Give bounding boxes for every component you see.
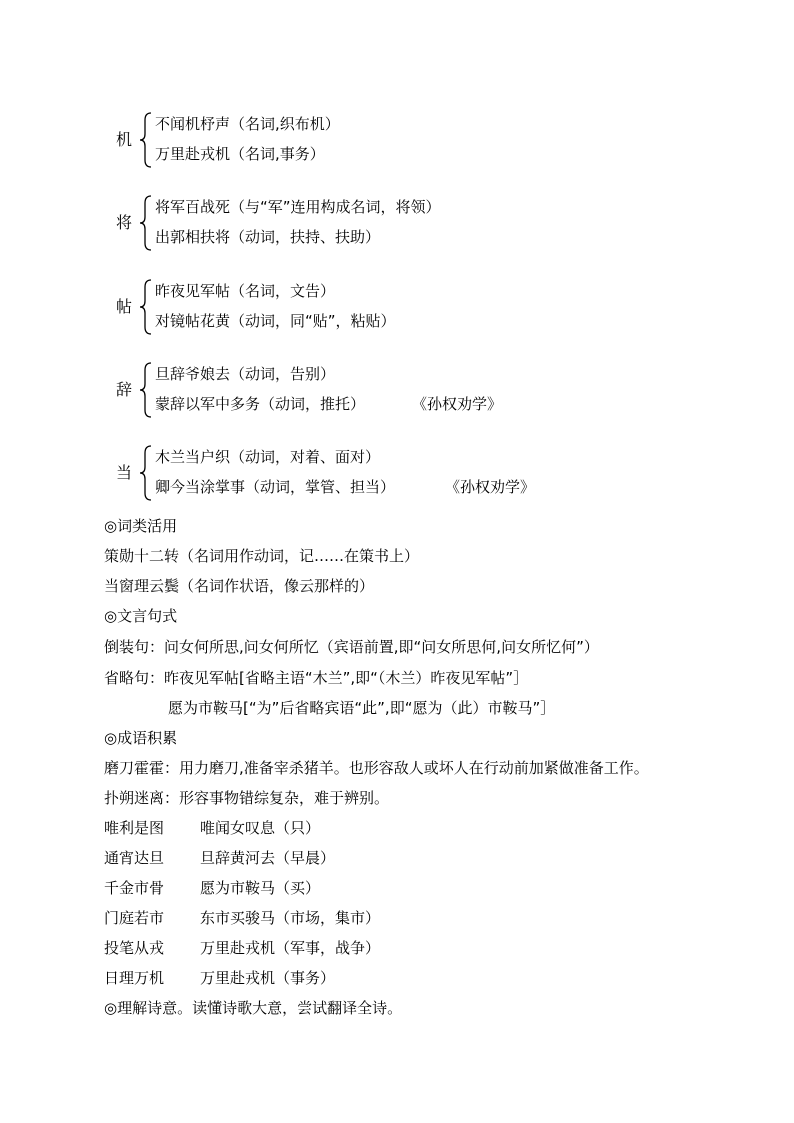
polysemy-example: 卿今当涂掌事（动词，掌管、担当） (155, 478, 396, 496)
idiom-example: 愿为市鞍马（买） (200, 879, 321, 897)
polysemy-example: 木兰当户织（动词，对着、面对） (155, 448, 381, 466)
polysemy-char: 机 (115, 130, 132, 149)
idiom-example: 唯闻女叹息（只） (200, 819, 321, 837)
polysemy-char: 辞 (115, 380, 132, 399)
word-class-item: 当窗理云鬓（名词作状语，像云那样的） (104, 577, 375, 595)
idiom: 通宵达旦 (104, 849, 165, 867)
ellipsis-sentence: 愿为市鞍马[“为”后省略宾语“此”,即“愿为（此）市鞍马”］ (168, 699, 556, 717)
section-heading-word-class: ◎词类活用 (104, 517, 178, 535)
idiom: 唯利是图 (104, 819, 165, 837)
left-brace-icon (139, 279, 153, 335)
idiom-example: 旦辞黄河去（早晨） (200, 849, 336, 867)
idiom-example: 万里赴戎机（军事，战争） (200, 939, 381, 957)
left-brace-icon (139, 112, 153, 168)
source-citation: 《孙权劝学》 (445, 478, 536, 496)
left-brace-icon (139, 362, 153, 418)
polysemy-group-tie (112, 277, 672, 337)
polysemy-char: 将 (115, 213, 132, 232)
source-citation: 《孙权劝学》 (412, 395, 503, 413)
polysemy-char: 帖 (115, 297, 132, 316)
section-heading-understand: ◎理解诗意。读懂诗歌大意，尝试翻译全诗。 (104, 999, 403, 1017)
ellipsis-sentence: 省略句：昨夜见军帖[省略主语“木兰”,即“（木兰）昨夜见军帖”］ (104, 669, 529, 687)
section-heading-idioms: ◎成语积累 (104, 729, 178, 747)
idiom: 日理万机 (104, 969, 165, 987)
idiom-definition: 扑朔迷离：形容事物错综复杂，难于辨别。 (104, 789, 390, 807)
idiom: 门庭若市 (104, 909, 165, 927)
idiom: 投笔从戎 (104, 939, 165, 957)
word-class-item: 策勋十二转（名词用作动词，记……在策书上） (104, 547, 420, 565)
polysemy-example: 旦辞爷娘去（动词，告别） (155, 365, 336, 383)
polysemy-example: 不闻机杼声（名词,织布机） (155, 115, 340, 133)
left-brace-icon (139, 195, 153, 251)
polysemy-group-jiang (112, 193, 672, 253)
left-brace-icon (139, 445, 153, 501)
polysemy-example: 将军百战死（与“军”连用构成名词，将领） (155, 198, 441, 216)
idiom-definition: 磨刀霍霍：用力磨刀,准备宰杀猪羊。也形容敌人或坏人在行动前加紧做准备工作。 (104, 759, 649, 777)
polysemy-example: 蒙辞以军中多务（动词，推托） (155, 395, 366, 413)
polysemy-group-ji (112, 110, 672, 170)
idiom-example: 万里赴戎机（事务） (200, 969, 336, 987)
idiom: 千金市骨 (104, 879, 165, 897)
polysemy-example: 万里赴戎机（名词,事务） (155, 145, 325, 163)
polysemy-example: 昨夜见军帖（名词，文告） (155, 282, 336, 300)
polysemy-example: 出郭相扶将（动词，扶持、扶助） (155, 228, 381, 246)
polysemy-example: 对镜帖花黄（动词，同“贴”，粘贴） (155, 312, 396, 330)
section-heading-sentence: ◎文言句式 (104, 607, 178, 625)
polysemy-char: 当 (115, 463, 132, 482)
polysemy-group-dang (112, 443, 672, 503)
polysemy-group-ci (112, 360, 672, 420)
idiom-example: 东市买骏马（市场，集市） (200, 909, 381, 927)
inverted-sentence: 倒装句：问女何所思,问女何所忆（宾语前置,即“问女所思何,问女所忆何”） (104, 638, 599, 656)
